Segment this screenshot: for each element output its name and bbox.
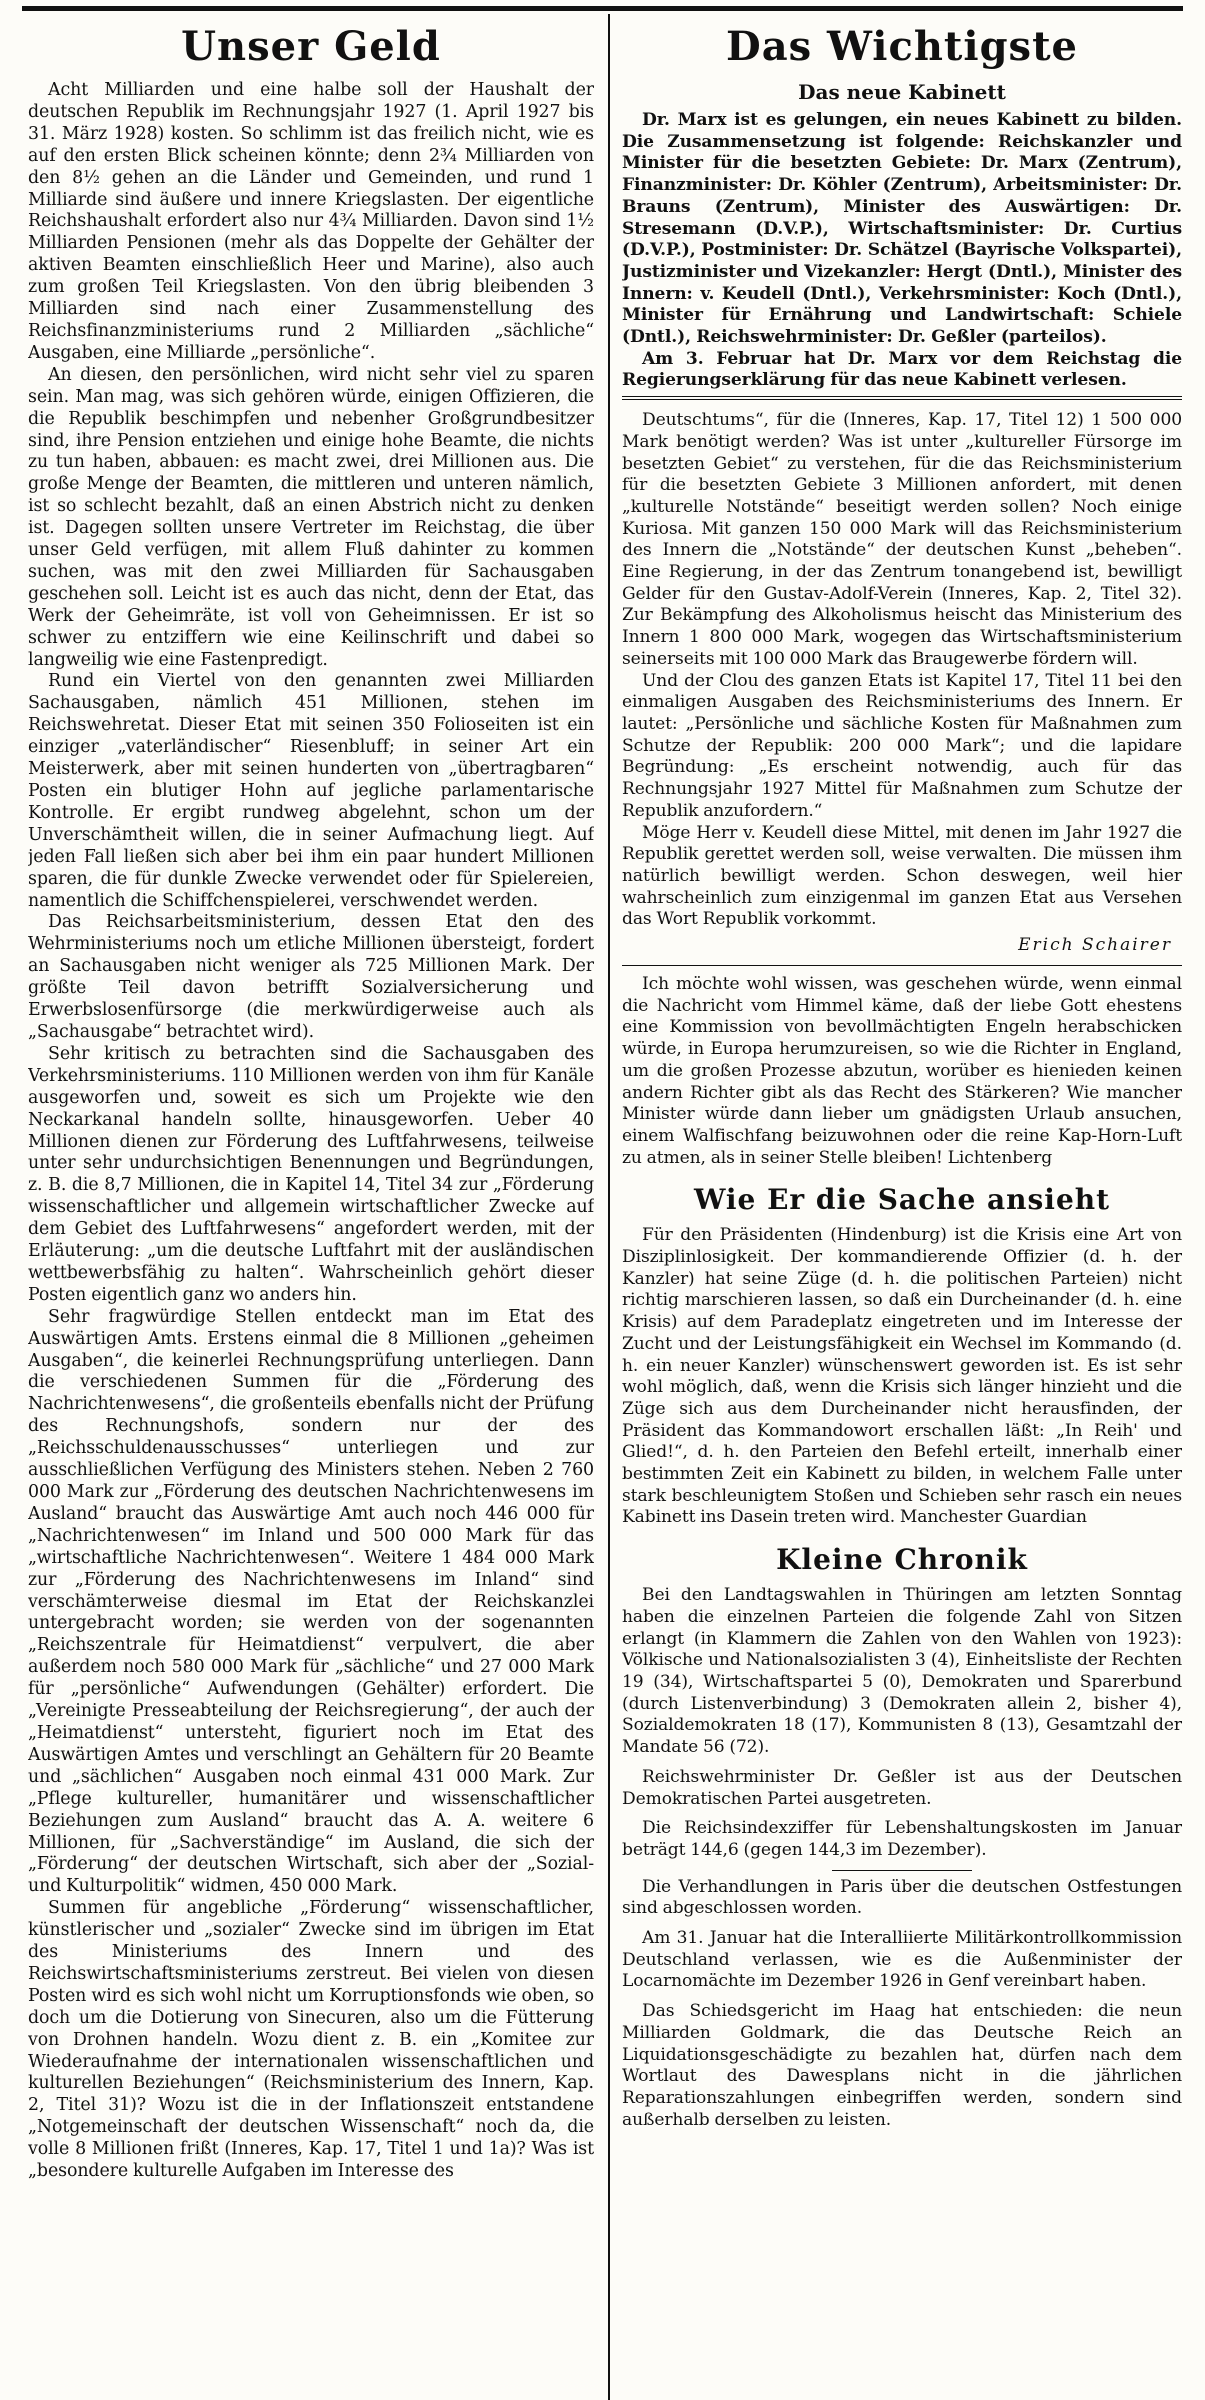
section-title-kleine-chronik: Kleine Chronik — [776, 1543, 1028, 1577]
section-rule — [622, 396, 1182, 400]
paragraph: Ich möchte wohl wissen, was geschehen würde, wenn einmal die Nachricht vom Himmel käme, daß der liebe Gott ehestens eine Kommission von bevollmächtigten Engeln herabschicken würde, in Europa herumzureisen, so wie die Richter in England, um die großen Prozesse abzutun, worüber es hienieden keinen andern Richter gibt als das Recht des Stärkeren? Wie mancher Minister würde dann lieber um gnädigsten Urlaub ansuchen, einem Walfischfang beizuwohnen oder die reine Kap-Horn-Luft zu atmen, als in seiner Stelle bleiben! Lichtenberg — [622, 974, 1182, 1168]
divider-rule — [622, 965, 1182, 966]
chronik-item: Bei den Landtagswahlen in Thüringen am letzten Sonntag haben die einzelnen Parteien die folgende Zahl von Sitzen erlangt (in Klammern die Zahlen von den Wahlen von 1923): Völkische und Nationalsozialisten 3 (4), Einheitsliste der Rechten 19 (34), Wirtschaftspartei 5 (0), Demokraten und Sparerbund (durch Listenverbindung) 3 (Demokraten allein 2, bisher 4), Sozialdemokraten 18 (17), Kommunisten 8 (13), Gesamtzahl der Mandate 56 (72). — [622, 1585, 1182, 1758]
section-title-das-wichtigste: Das Wichtigste — [726, 23, 1078, 70]
continuation-unser-geld — [622, 410, 1182, 931]
paragraph: An diesen, den persönlichen, wird nicht sehr viel zu sparen sein. Man mag, was sich gehören würde, einigen Offizieren, die die Republik beschimpfen und nebenher Großgrundbesitzer sind, ihre Pension entziehen und einige hohe Beamte, die nichts zu tun haben, abbauen: es macht zwei, drei Millionen aus. Die große Menge der Beamten, die mittleren und unteren nämlich, ist so schlecht bezahlt, daß an einen Abstrich nicht zu denken ist. Dagegen sollten unsere Vertreter im Reichstag, die über unser Geld verfügen, mit allem Fluß dahinter zu kommen suchen, was mit den zwei Milliarden für Sachausgaben geschehen soll. Leicht ist es auch das nicht, denn der Etat, das Werk der Geheimräte, ist voll von Geheimnissen. Er ist so schwer zu entziffern wie eine Keilinschrift und dabei so langweilig wie eine Fastenpredigt. — [28, 364, 594, 670]
chronik-list — [622, 1585, 1182, 2131]
article-title-unser-geld: Unser Geld — [181, 23, 441, 70]
article-body-ansicht — [622, 1225, 1182, 1529]
left-column — [28, 22, 594, 2400]
chronik-item: Am 31. Januar hat die Interalliierte Militärkontrollkommission Deutschland verlassen, wie es die Außenminister der Locarnomächte im Dezember 1926 in Genf vereinbart haben. — [622, 1928, 1182, 1992]
paragraph: Und der Clou des ganzen Etats ist Kapitel 17, Titel 11 bei den einmaligen Ausgaben des Reichsministeriums des Innern. Er lautet: „Persönliche und sächliche Kosten für Maßnahmen zum Schutze der Republik: 200 000 Mark“; und die lapidare Begründung: „Es erscheint notwendig, auch für das Rechnungsjahr 1927 Mittel für Maßnahmen zum Schutze der Republik anzufordern.“ — [622, 670, 1182, 821]
paragraph: Rund ein Viertel von den genannten zwei Milliarden Sachausgaben, nämlich 451 Millionen, stehen im Reichswehretat. Dieser Etat mit seinen 350 Folioseiten ist ein einziger „vaterländischer“ Riesenbluff; in seiner Art ein Meisterwerk, aber mit seinen hunderten von „übertragbaren“ Posten ein blutiger Hohn auf jegliche parlamentarische Kontrolle. Er ergibt rundweg abgelehnt, schon um der Unverschämtheit willen, die in seiner Aufmachung liegt. Auf jeden Fall ließen sich aber bei ihm ein paar hundert Millionen sparen, die für dunkle Zwecke verwendet oder für Spielereien, namentlich die Schiffchenspielerei, verschwendet werden. — [28, 671, 594, 911]
paragraph: Dr. Marx ist es gelungen, ein neues Kabinett zu bilden. Die Zusammensetzung ist folgende: Reichskanzler und Minister für die besetzten Gebiete: Dr. Marx (Zentrum), Finanzminister: Dr. Köhler (Zentrum), Arbeitsminister: Dr. Brauns (Zentrum), Minister des Auswärtigen: Dr. Stresemann (D.V.P.), Wirtschaftsminister: Dr. Curtius (D.V.P.), Postminister: Dr. Schätzel (Bayrische Volkspartei), Justizminister und Vizekanzler: Hergt (Dntl.), Minister des Innern: v. Keudell (Dntl.), Verkehrsminister: Koch (Dntl.), Minister für Ernährung und Landwirtschaft: Schiele (Dntl.), Reichswehrminister: Dr. Geßler (parteilos). — [622, 110, 1182, 348]
right-column — [622, 22, 1182, 2400]
short-rule — [832, 1870, 972, 1871]
article-body-unser-geld — [28, 80, 594, 2183]
lichtenberg-quote — [622, 974, 1182, 1169]
paragraph: Acht Milliarden und eine halbe soll der Haushalt der deutschen Republik im Rechnungsjahr 1927 (1. April 1927 bis 31. März 1928) kosten. So schlimm ist das freilich nicht, wie es auf den ersten Blick scheinen könnte; denn 2¾ Milliarden von den 8½ gehen an die Länder und Gemeinden, und rund 1 Milliarde sind äußere und innere Kriegslasten. Der eigentliche Reichshaushalt erfordert also nur 4¾ Milliarden. Davon sind 1½ Milliarden Pensionen (mehr als das Doppelte der Gehälter der aktiven Beamten einschließlich Heer und Marine), also auch zum großen Teil Kriegslasten. Von den übrig bleibenden 3 Milliarden sind nach einer Zusammenstellung des Reichsfinanzministeriums rund 2 Milliarden „sächliche“ Ausgaben, eine Milliarde „persönliche“. — [28, 80, 594, 363]
paragraph: Sehr kritisch zu betrachten sind die Sachausgaben des Verkehrsministeriums. 110 Millionen werden von ihm für Kanäle ausgeworfen und, soweit es sich um Projekte wie den Neckarkanal handeln sollte, hinausgeworfen. Ueber 40 Millionen dienen zur Förderung des Luftfahrwesens, teilweise unter sehr undurchsichtigen Benennungen und Begründungen, z. B. die 8,7 Millionen, die in Kapitel 14, Titel 34 zur „Förderung wissenschaftlicher und allgemein wirtschaftlicher Zwecke auf dem Gebiet des Luftfahrwesens“ angefordert werden, mit der Erläuterung: „um die deutsche Luftfahrt mit der ausländischen wettbewerbsfähig zu halten“. Wahrscheinlich gehört dieser Posten eigentlich ganz wo anders hin. — [28, 1043, 594, 1305]
chronik-item: Reichswehrminister Dr. Geßler ist aus der Deutschen Demokratischen Partei ausgetreten. — [622, 1766, 1182, 1809]
paragraph: Das Reichsarbeitsministerium, dessen Etat den des Wehrministeriums noch um etliche Millionen übersteigt, fordert an Sachausgaben nicht weniger als 725 Millionen Mark. Der größte Teil davon betrifft Sozialversicherung und Erwerbslosenfürsorge (die merkwürdigerweise auch als „Sachausgabe“ betrachtet wird). — [28, 912, 594, 1042]
paragraph: Summen für angebliche „Förderung“ wissenschaftlicher, künstlerischer und „sozialer“ Zwecke sind im übrigen im Etat des Ministeriums des Innern und des Reichswirtschaftsministeriums zerstreut. Bei vielen von diesen Posten wird es sich wohl nicht um Korruptionsfonds wie oben, so doch um die Dotierung von Sinecuren, also um die Fütterung von Drohnen handeln. Wozu dient z. B. ein „Komitee zur Wiederaufnahme der internationalen wissenschaftlichen und kulturellen Beziehungen“ (Reichsministerium des Innern, Kap. 2, Titel 31)? Wozu ist die in der Inflationszeit entstandene „Notgemeinschaft der deutschen Wissenschaft“ noch da, die volle 8 Millionen frißt (Inneres, Kap. 17, Titel 1 und 1a)? Was ist „besondere kulturelle Aufgaben im Interesse des — [28, 1898, 594, 2182]
top-rule — [22, 6, 1183, 11]
chronik-item: Die Verhandlungen in Paris über die deutschen Ostfestungen sind abgeschlossen worden. — [622, 1876, 1182, 1919]
paragraph: Sehr fragwürdige Stellen entdeckt man im Etat des Auswärtigen Amts. Erstens einmal die 8 Millionen „geheimen Ausgaben“, die keinerlei Rechnungsprüfung unterliegen. Dann die verschiedenen Summen für die „Förderung des Nachrichtenwesens“, die großenteils ebenfalls nicht der Prüfung des Rechnungshofs, sondern nur der des „Reichsschuldenausschusses“ unterliegen und zur ausschließlichen Verfügung des Ministers stehen. Neben 2 760 000 Mark zur „Förderung des deutschen Nachrichtenwesens im Ausland“ braucht das Auswärtige Amt auch noch 446 000 für „Nachrichtenwesen“ im Inland und 500 000 Mark für das „wirtschaftliche Nachrichtenwesen“. Weitere 1 484 000 Mark zur „Förderung des Nachrichtenwesens im Inland“ sind verschämterweise diesmal im Etat der Reichskanzlei untergebracht worden; sie werden von der sogenannten „Reichszentrale für Heimatdienst“ verpulvert, die aber außerdem noch 580 000 Mark für „sächliche“ und 27 000 Mark für „persönliche“ Aufwendungen (Gehälter) erfordert. Die „Vereinigte Presseabteilung der Reichsregierung“, der auch der „Heimatdienst“ untersteht, figuriert noch im Etat des Auswärtigen Amtes und verschlingt an Gehältern für 20 Beamte und „sächlichen“ Ausgaben noch einmal 431 000 Mark. Zur „Pflege kultureller, humanitärer und wissenschaftlicher Beziehungen zum Ausland“ braucht das A. A. weitere 6 Millionen, für „Sachverständige“ im Ausland, die sich der „Förderung“ der deutschen Wirtschaft, sich aber der „Sozial- und Kulturpolitik“ widmen, 450 000 Mark. — [28, 1306, 594, 1897]
paragraph: Deutschtums“, für die (Inneres, Kap. 17, Titel 12) 1 500 000 Mark benötigt werden? Was ist unter „kultureller Fürsorge im besetzten Gebiet“ zu verstehen, für die das Reichsministerium für die besetzten Gebiete 3 Millionen anfordert, mit denen „kulturelle Notstände“ beseitigt werden sollen? Noch einige Kuriosa. Mit ganzen 150 000 Mark will das Reichsministerium des Innern die „Notstände“ der deutschen Kunst „beheben“. Eine Regierung, in der das Zentrum tonangebend ist, bewilligt Gelder für den Gustav-Adolf-Verein (Inneres, Kap. 2, Titel 32). Zur Bekämpfung des Alkoholismus heischt das Ministerium des Innern 1 800 000 Mark, wogegen das Wirtschaftsministerium seinerseits mit 100 000 Mark das Braugewerbe fördern will. — [622, 410, 1182, 669]
paragraph: Möge Herr v. Keudell diese Mittel, mit denen im Jahr 1927 die Republik gerettet werden soll, weise verwalten. Die müssen ihm natürlich bewilligt werden. Schon deswegen, weil hier wahrscheinlich zum einzigenmal im ganzen Etat aus Versehen das Wort Republik vorkommt. — [622, 822, 1182, 930]
paragraph: Am 3. Februar hat Dr. Marx vor dem Reichstag die Regierungserklärung für das neue Kabinett verlesen. — [622, 348, 1182, 391]
article-title-wie-er-die-sache-ansieht: Wie Er die Sache ansieht — [693, 1183, 1111, 1217]
chronik-item: Das Schiedsgericht im Haag hat entschieden: die neun Milliarden Goldmark, die das Deutsche Reich an Liquidationsgeschädigte zu bezahlen hat, dürfen nach dem Wortlaut des Dawesplans nicht in die jährlichen Reparationszahlungen einbegriffen werden, sondern sind außerhalb derselben zu leisten. — [622, 2001, 1182, 2130]
chronik-item: Die Reichsindexziffer für Lebenshaltungskosten im Januar beträgt 144,6 (gegen 144,3 im Dezember). — [622, 1818, 1182, 1860]
subtitle-neues-kabinett: Das neue Kabinett — [798, 80, 1006, 104]
column-divider — [608, 14, 610, 2400]
paragraph: Für den Präsidenten (Hindenburg) ist die Krisis eine Art von Disziplinlosigkeit. Der kommandierende Offizier (d. h. der Kanzler) hat seine Züge (d. h. die politischen Parteien) nicht richtig marschieren lassen, so daß ein Durcheinander (d. h. eine Krisis) auf dem Paradeplatz eingetreten und im Interesse der Zucht und der Leistungsfähigkeit ein Wechsel im Kommando (d. h. ein neuer Kanzler) wünschenswert geworden ist. Es ist sehr wohl möglich, daß, wenn die Krisis sich länger hinzieht und die Züge sich aus dem Durcheinander nicht herausfinden, der Präsident das Kommandowort erschallen läßt: „In Reih' und Glied!“, d. h. den Parteien den Befehl erteilt, innerhalb einer bestimmten Zeit ein Kabinett zu bilden, in welchem Falle unter stark beschleunigtem Stoßen und Schieben sehr rasch ein neues Kabinett ins Dasein treten wird. Manchester Guardian — [622, 1225, 1182, 1528]
kabinett-block — [622, 110, 1182, 392]
author-signature: Erich Schairer — [1018, 935, 1172, 956]
